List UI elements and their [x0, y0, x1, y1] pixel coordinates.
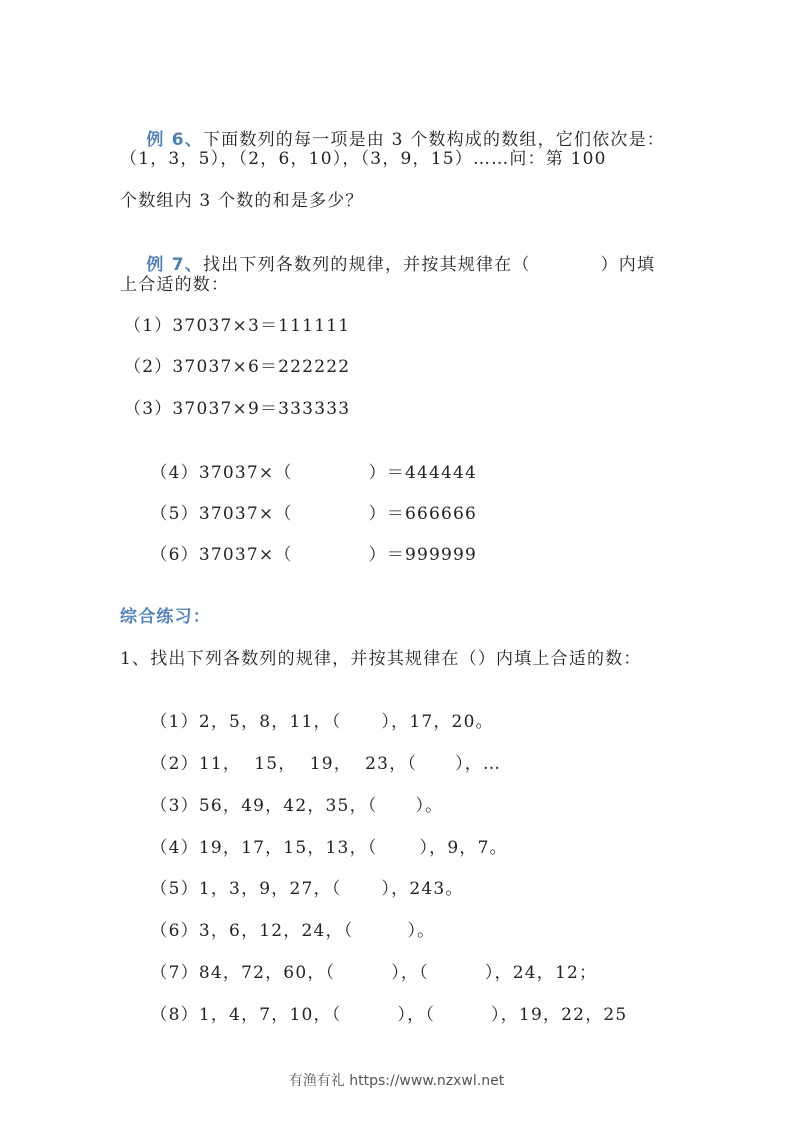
item-part-b: ）。 — [407, 921, 436, 941]
item-prefix: （4）37037×（ — [150, 463, 293, 483]
item-suffix: ）＝444444 — [368, 463, 478, 483]
item-part-b: ），9，7。 — [419, 838, 508, 858]
item-part-c: ），19，22，25 — [491, 1005, 628, 1025]
item-part-b: ），243。 — [381, 879, 464, 899]
example7-item-1: （1）37037×3＝111111 — [124, 316, 351, 336]
item-part-b: ），17，20。 — [381, 712, 494, 732]
practice-item-8 — [124, 982, 627, 1048]
item-prefix: （5）37037×（ — [150, 504, 293, 524]
example7-text1a: 找出下列各数列的规律，并按其规律在（ — [202, 255, 531, 275]
practice-question1: 1、找出下列各数列的规律，并按其规律在（）内填上合适的数： — [120, 649, 642, 669]
item-part-b: ）。 — [415, 796, 444, 816]
item-part-b: ），（ — [397, 1005, 436, 1025]
example6-line2: （1，3，5），（2，6，10），（3，9，15）……问：第 100 — [120, 149, 607, 169]
example6-label: 例 6、 — [146, 130, 203, 150]
item-part-a: （3）56，49，42，35，（ — [150, 796, 378, 816]
item-part-a: （2）11， 15， 19， 23，（ — [150, 754, 418, 774]
item-suffix: ）＝999999 — [368, 545, 478, 565]
example7-line2: 上合适的数： — [120, 275, 230, 295]
item-part-a: （6）3，6，12，24，（ — [150, 921, 354, 941]
item-part-a: （5）1，3，9，27，（ — [150, 879, 342, 899]
example7-item-2: （2）37037×6＝222222 — [124, 357, 351, 377]
practice-heading: 综合练习： — [120, 607, 211, 627]
item-part-c: ），24，12； — [484, 963, 598, 983]
item-part-a: （7）84，72，60，（ — [150, 963, 336, 983]
example6-line3: 个数组内 3 个数的和是多少？ — [120, 191, 364, 211]
item-part-a: （1）2，5，8，11，（ — [150, 712, 342, 732]
example6-text1: 下面数列的每一项是由 3 个数构成的数组，它们依次是： — [202, 130, 666, 150]
example7-item-6 — [124, 522, 477, 588]
item-suffix: ）＝666666 — [368, 504, 478, 524]
item-prefix: （6）37037×（ — [150, 545, 293, 565]
example7-item-3: （3）37037×9＝333333 — [124, 399, 351, 419]
item-part-b: ），（ — [391, 963, 429, 983]
item-part-a: （8）1，4，7，10，（ — [150, 1005, 342, 1025]
item-part-b: ），… — [455, 754, 502, 774]
example7-text1b: ）内填 — [600, 255, 656, 275]
example7-label: 例 7、 — [146, 255, 203, 275]
item-part-a: （4）19，17，15，13，（ — [150, 838, 378, 858]
footer-watermark: 有渔有礼 https://www.nzxwl.net — [288, 1073, 505, 1089]
